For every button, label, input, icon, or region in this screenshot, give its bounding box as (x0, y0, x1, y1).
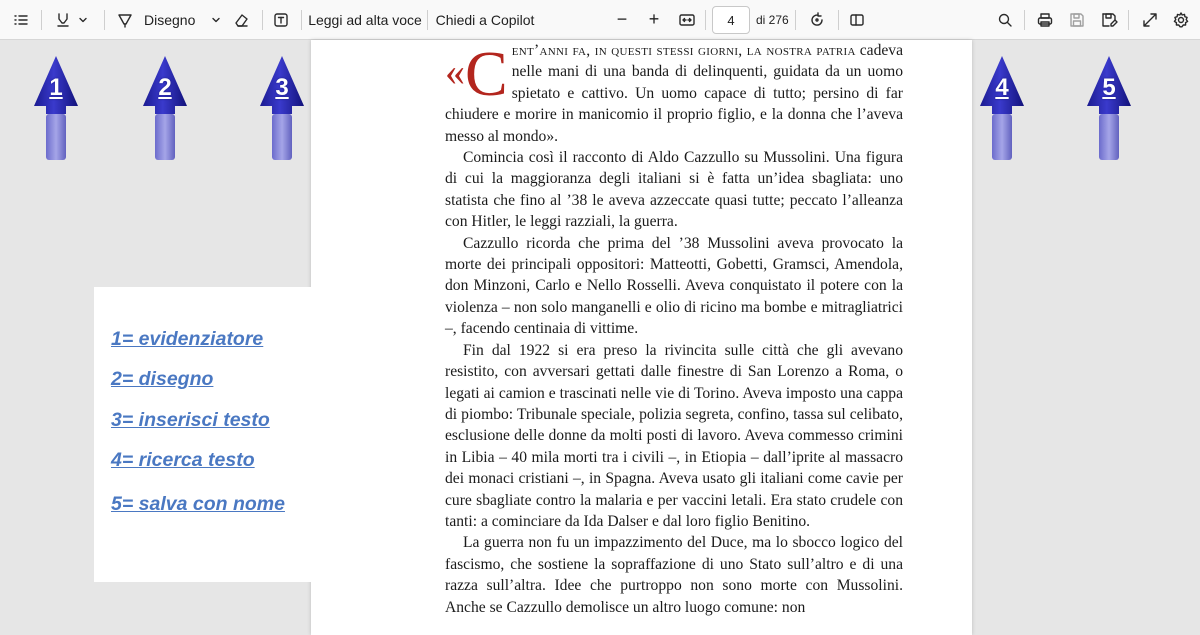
toolbar-separator (1128, 10, 1129, 30)
toolbar-separator (427, 10, 428, 30)
toolbar-separator (1024, 10, 1025, 30)
page-total-label: di 276 (756, 13, 789, 27)
ask-copilot-button[interactable]: Chiedi a Copilot (435, 11, 535, 28)
drop-capital-letter: C (465, 40, 508, 109)
first-line-smallcaps: ent’anni fa, in questi stessi giorni, la nostra patria (511, 42, 856, 59)
guillemet-open: « (445, 49, 465, 94)
save-as-button[interactable] (1096, 5, 1122, 35)
save-as-icon (1100, 11, 1118, 29)
chevron-down-icon[interactable] (211, 11, 221, 29)
read-aloud-button[interactable]: Leggi ad alta voce (308, 11, 422, 28)
fit-width-icon (678, 11, 696, 29)
toolbar-separator (705, 10, 706, 30)
page-text (445, 40, 903, 618)
highlighter-icon (54, 11, 72, 29)
chevron-down-icon[interactable] (78, 11, 88, 29)
arrow-number: 4 (995, 74, 1009, 101)
toolbar-separator (838, 10, 839, 30)
arrow-up-icon (260, 56, 304, 164)
save-disk-icon (1068, 11, 1086, 29)
zoom-out-button[interactable]: − (616, 9, 628, 29)
arrow-up-icon (980, 56, 1024, 164)
paragraph-4: Fin dal 1922 si era preso la rivincita sulle città che gli avevano resistito, con avversari gettati dalle finestre di San Lorenzo a Roma, o legati ai camion e trascinati nelle vie di Torino. Aveva imposto una cappa di piombo: Tribunale speciale, polizia segreta, confino, tassa sul celibato, esclusione delle donne da molti posti di lavoro. Aveva commesso crimini in Libia – 40 mila morti tra i civili –, in Etiopia – dall’iprite al massacro dei monaci cristiani –, in Spagna. Aveva usato gli italiani come cavie per cure sbagliate contro la malaria e per vaccini letali. Era stato crudele con tanti: a cominciare da Ida Dalser e dal loro figlio Benitino. (445, 341, 903, 530)
arrow-number: 3 (275, 74, 289, 101)
legend-item-1: 1= evidenziatore (111, 328, 264, 350)
expand-icon (1141, 11, 1159, 29)
paragraph-3: Cazzullo ricorda che prima del ’38 Mussolini aveva provocato la morte dei principali oppositori: Matteotti, Gobetti, Gramsci, Amendola, don Minzoni, Carlo e Nello Rosselli. Aveva conquistato il potere con la violenza – non solo manganelli e olio di ricino ma bombe e mitragliatrici –, facendo centinaia di vittime. (445, 234, 903, 338)
drop-capital (445, 40, 508, 109)
arrow-number: 5 (1102, 74, 1116, 101)
search-icon (996, 11, 1014, 29)
annotation-arrow-3 (260, 56, 304, 164)
arrow-up-icon (143, 56, 187, 164)
pen-draw-icon (116, 11, 134, 29)
printer-icon (1036, 11, 1054, 29)
full-screen-button[interactable] (1137, 5, 1163, 35)
annotation-legend (94, 287, 311, 582)
legend-item-5: 5= salva con nome (111, 493, 285, 515)
arrow-number: 2 (158, 74, 172, 101)
fit-to-width-button[interactable] (674, 5, 700, 35)
paragraph-5: La guerra non fu un impazzimento del Duce, ma lo sbocco logico del fascismo, che sostiene la sopraffazione di uno Stato sull’altro e di una razza sull’altra. Idee che purtroppo non sono morte con Mussolini. Anche se Cazzullo demolisce un altro luogo comune: non (445, 534, 903, 616)
annotation-arrow-5 (1087, 56, 1131, 164)
toolbar-separator (301, 10, 302, 30)
eraser-icon (232, 11, 250, 29)
page-view-button[interactable] (844, 5, 870, 35)
draw-button[interactable] (116, 5, 218, 35)
draw-button-label: Disegno (144, 11, 196, 28)
settings-button[interactable] (1168, 5, 1194, 35)
document-page (311, 40, 972, 635)
toolbar-separator (795, 10, 796, 30)
contents-button[interactable] (8, 5, 34, 35)
arrow-number: 1 (49, 74, 63, 101)
print-button[interactable] (1032, 5, 1058, 35)
zoom-in-button[interactable]: + (648, 9, 660, 29)
annotation-arrow-2 (143, 56, 187, 164)
rotate-button[interactable] (804, 5, 830, 35)
legend-item-3: 3= inserisci testo (111, 409, 270, 431)
toolbar-separator (104, 10, 105, 30)
arrow-up-icon (1087, 56, 1131, 164)
paragraph-2: Comincia così il racconto di Aldo Cazzullo su Mussolini. Una figura di cui la maggioranza degli italiani si è fatta un’idea sbagliata: uno statista che fino al ’38 le aveva azzeccate quasi tutte; peccato l’alleanza con Hitler, le leggi razziali, la guerra. (445, 149, 903, 231)
pdf-toolbar (0, 0, 1200, 40)
find-button[interactable] (992, 5, 1018, 35)
legend-item-4: 4= ricerca testo (111, 449, 255, 471)
toolbar-separator (262, 10, 263, 30)
erase-button[interactable] (228, 5, 254, 35)
save-button[interactable] (1064, 5, 1090, 35)
paragraph-1-rest: cadeva nelle mani di una banda di delinquenti, guidata da un uomo spietato e cattivo. Un uomo capace di tutto; persino di far chiudere e morire in manicomio il proprio figlio, e la donna che l’aveva messo al mondo». (445, 42, 904, 145)
page-number-input[interactable] (712, 6, 750, 34)
gear-icon (1172, 11, 1190, 29)
table-of-contents-icon (12, 11, 30, 29)
rotate-icon (808, 11, 826, 29)
legend-item-2: 2= disegno (111, 368, 214, 390)
annotation-arrow-4 (980, 56, 1024, 164)
paragraph-1 (445, 40, 903, 147)
annotation-arrow-1 (34, 56, 78, 164)
arrow-up-icon (34, 56, 78, 164)
toolbar-separator (41, 10, 42, 30)
highlight-button[interactable] (48, 5, 94, 35)
add-text-button[interactable] (268, 5, 294, 35)
text-box-icon (272, 11, 290, 29)
page-view-icon (848, 11, 866, 29)
